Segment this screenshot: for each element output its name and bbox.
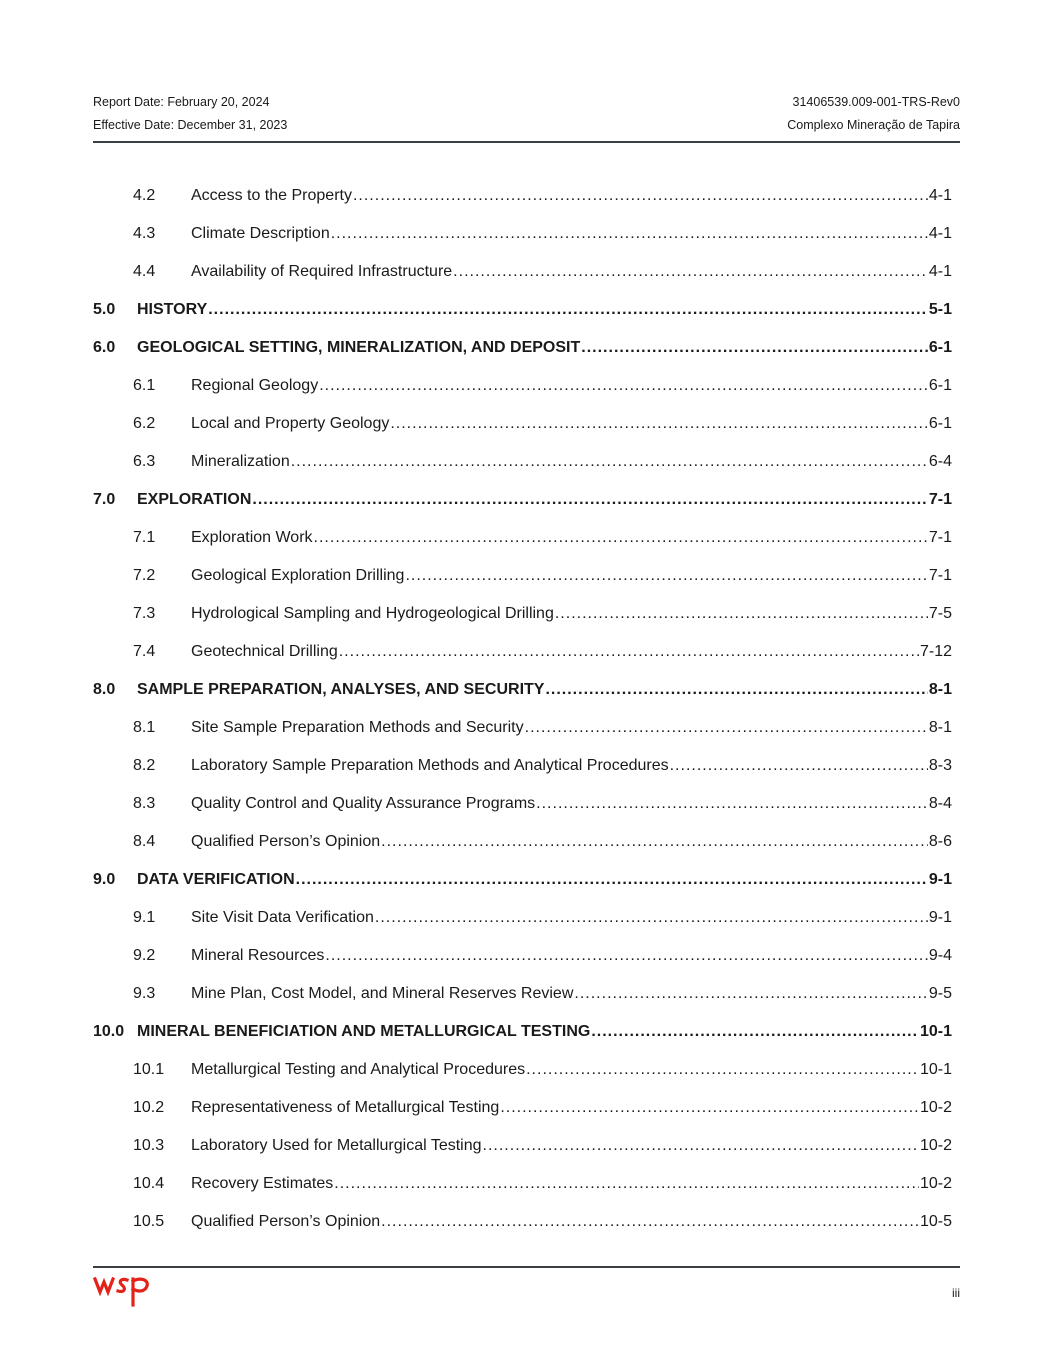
toc-subsection-entry[interactable] (93, 785, 960, 823)
table-of-contents (93, 177, 960, 1241)
toc-subsection-entry[interactable] (93, 1127, 960, 1165)
toc-dot-leader (339, 633, 919, 671)
toc-entry-page: 6-1 (928, 377, 952, 394)
document-number: 31406539.009-001-TRS-Rev0 (792, 95, 960, 109)
toc-dot-leader (331, 215, 928, 253)
toc-entry-page: 5-1 (928, 301, 952, 318)
toc-entry-title: Recovery Estimates (191, 1175, 334, 1192)
toc-entry-page: 10-5 (919, 1213, 952, 1230)
toc-entry-page: 10-2 (919, 1175, 952, 1192)
toc-entry-number: 5.0 (93, 301, 116, 318)
toc-dot-leader (325, 937, 927, 975)
toc-entry-number: 10.5 (133, 1213, 165, 1230)
toc-section-entry[interactable] (93, 481, 960, 519)
report-date: Report Date: February 20, 2024 (93, 95, 270, 109)
toc-entry-title: Local and Property Geology (191, 415, 390, 432)
toc-entry-title: HISTORY (137, 301, 208, 318)
toc-dot-leader (334, 1165, 919, 1203)
toc-dot-leader (381, 1203, 919, 1241)
toc-entry-number: 8.2 (133, 757, 156, 774)
toc-entry-number: 7.3 (133, 605, 156, 622)
toc-entry-number: 10.0 (93, 1023, 125, 1040)
toc-dot-leader (591, 1013, 919, 1051)
toc-entry-page: 6-4 (928, 453, 952, 470)
toc-dot-leader (319, 367, 928, 405)
toc-entry-number: 6.1 (133, 377, 156, 394)
toc-entry-number: 8.0 (93, 681, 116, 698)
toc-entry-page: 10-1 (919, 1061, 952, 1078)
toc-subsection-entry[interactable] (93, 253, 960, 291)
toc-entry-number: 7.0 (93, 491, 116, 508)
toc-entry-title: Laboratory Sample Preparation Methods and Analytical Procedures (191, 757, 669, 774)
toc-entry-number: 6.0 (93, 339, 116, 356)
toc-entry-page: 7-1 (928, 567, 952, 584)
toc-dot-leader (525, 709, 928, 747)
toc-subsection-entry[interactable] (93, 709, 960, 747)
toc-entry-page: 10-2 (919, 1137, 952, 1154)
toc-entry-number: 8.4 (133, 833, 156, 850)
toc-dot-leader (208, 291, 928, 329)
toc-entry-page: 9-1 (928, 909, 952, 926)
toc-entry-title: Site Visit Data Verification (191, 909, 374, 926)
toc-entry-page: 8-4 (928, 795, 952, 812)
toc-dot-leader (545, 671, 927, 709)
toc-subsection-entry[interactable] (93, 595, 960, 633)
toc-entry-number: 9.2 (133, 947, 156, 964)
project-name: Complexo Mineração de Tapira (787, 118, 960, 132)
toc-subsection-entry[interactable] (93, 1089, 960, 1127)
toc-entry-page: 8-1 (928, 681, 952, 698)
toc-subsection-entry[interactable] (93, 975, 960, 1013)
toc-entry-title: Mine Plan, Cost Model, and Mineral Reserves Review (191, 985, 574, 1002)
toc-entry-page: 8-6 (928, 833, 952, 850)
toc-entry-number: 8.1 (133, 719, 156, 736)
toc-entry-title: GEOLOGICAL SETTING, MINERALIZATION, AND DEPOSIT (137, 339, 581, 356)
toc-dot-leader (555, 595, 928, 633)
toc-dot-leader (483, 1127, 919, 1165)
toc-entry-title: Mineral Resources (191, 947, 325, 964)
toc-entry-page: 9-4 (928, 947, 952, 964)
toc-entry-number: 10.3 (133, 1137, 165, 1154)
toc-entry-title: Regional Geology (191, 377, 319, 394)
toc-entry-title: Quality Control and Quality Assurance Programs (191, 795, 536, 812)
toc-entry-number: 7.2 (133, 567, 156, 584)
toc-subsection-entry[interactable] (93, 519, 960, 557)
toc-entry-number: 4.4 (133, 263, 156, 280)
toc-section-entry[interactable] (93, 671, 960, 709)
toc-entry-title: Exploration Work (191, 529, 313, 546)
page-header (93, 93, 960, 143)
toc-subsection-entry[interactable] (93, 937, 960, 975)
toc-entry-title: EXPLORATION (137, 491, 252, 508)
toc-section-entry[interactable] (93, 329, 960, 367)
toc-subsection-entry[interactable] (93, 443, 960, 481)
toc-entry-title: Representativeness of Metallurgical Testing (191, 1099, 500, 1116)
toc-entry-page: 7-5 (928, 605, 952, 622)
toc-dot-leader (581, 329, 928, 367)
toc-entry-title: Hydrological Sampling and Hydrogeological Drilling (191, 605, 554, 622)
toc-entry-title: Qualified Person’s Opinion (191, 833, 381, 850)
toc-entry-number: 9.3 (133, 985, 156, 1002)
toc-dot-leader (526, 1051, 919, 1089)
toc-subsection-entry[interactable] (93, 557, 960, 595)
toc-entry-page: 10-1 (919, 1023, 952, 1040)
toc-subsection-entry[interactable] (93, 177, 960, 215)
toc-entry-title: Geotechnical Drilling (191, 643, 338, 660)
toc-section-entry[interactable] (93, 1013, 960, 1051)
toc-entry-title: Geological Exploration Drilling (191, 567, 405, 584)
toc-entry-page: 7-1 (928, 529, 952, 546)
toc-entry-number: 10.4 (133, 1175, 165, 1192)
toc-entry-number: 7.1 (133, 529, 156, 546)
toc-entry-number: 7.4 (133, 643, 156, 660)
toc-subsection-entry[interactable] (93, 1165, 960, 1203)
toc-subsection-entry[interactable] (93, 405, 960, 443)
toc-section-entry[interactable] (93, 291, 960, 329)
toc-entry-page: 4-1 (928, 225, 952, 242)
toc-section-entry[interactable] (93, 861, 960, 899)
toc-entry-title: Qualified Person’s Opinion (191, 1213, 381, 1230)
toc-entry-number: 8.3 (133, 795, 156, 812)
effective-date: Effective Date: December 31, 2023 (93, 118, 288, 132)
toc-entry-number: 4.2 (133, 187, 156, 204)
toc-dot-leader (536, 785, 928, 823)
toc-entry-page: 10-2 (919, 1099, 952, 1116)
toc-entry-page: 4-1 (928, 263, 952, 280)
toc-entry-page: 7-1 (928, 491, 952, 508)
toc-entry-number: 4.3 (133, 225, 156, 242)
toc-entry-title: Access to the Property (191, 187, 352, 204)
toc-subsection-entry[interactable] (93, 1051, 960, 1089)
toc-entry-page: 9-5 (928, 985, 952, 1002)
toc-entry-title: SAMPLE PREPARATION, ANALYSES, AND SECURITY (137, 681, 545, 698)
toc-subsection-entry[interactable] (93, 215, 960, 253)
toc-dot-leader (353, 177, 928, 215)
toc-dot-leader (405, 557, 927, 595)
toc-entry-page: 6-1 (928, 415, 952, 432)
toc-entry-page: 7-12 (919, 643, 952, 660)
toc-entry-number: 6.2 (133, 415, 156, 432)
toc-entry-title: DATA VERIFICATION (137, 871, 295, 888)
toc-subsection-entry[interactable] (93, 1203, 960, 1241)
toc-entry-title: Site Sample Preparation Methods and Security (191, 719, 524, 736)
toc-dot-leader (390, 405, 928, 443)
wsp-logo (93, 1274, 157, 1315)
toc-subsection-entry[interactable] (93, 747, 960, 785)
toc-entry-number: 6.3 (133, 453, 156, 470)
toc-entry-page: 4-1 (928, 187, 952, 204)
toc-subsection-entry[interactable] (93, 823, 960, 861)
toc-entry-title: Climate Description (191, 225, 330, 242)
toc-subsection-entry[interactable] (93, 367, 960, 405)
toc-dot-leader (453, 253, 928, 291)
toc-entry-page: 8-3 (928, 757, 952, 774)
toc-dot-leader (500, 1089, 919, 1127)
toc-entry-number: 9.0 (93, 871, 116, 888)
toc-entry-page: 8-1 (928, 719, 952, 736)
toc-dot-leader (252, 481, 928, 519)
toc-dot-leader (296, 861, 928, 899)
toc-entry-number: 10.1 (133, 1061, 165, 1078)
toc-entry-title: Metallurgical Testing and Analytical Procedures (191, 1061, 526, 1078)
toc-subsection-entry[interactable] (93, 633, 960, 671)
toc-entry-title: Availability of Required Infrastructure (191, 263, 453, 280)
toc-entry-title: Mineralization (191, 453, 290, 470)
toc-entry-number: 10.2 (133, 1099, 165, 1116)
toc-dot-leader (375, 899, 928, 937)
toc-entry-title: MINERAL BENEFICIATION AND METALLURGICAL TESTING (137, 1023, 591, 1040)
toc-dot-leader (670, 747, 928, 785)
toc-subsection-entry[interactable] (93, 899, 960, 937)
toc-entry-page: 6-1 (928, 339, 952, 356)
toc-dot-leader (291, 443, 928, 481)
toc-entry-number: 9.1 (133, 909, 156, 926)
toc-dot-leader (574, 975, 927, 1013)
toc-dot-leader (381, 823, 928, 861)
toc-entry-page: 9-1 (928, 871, 952, 888)
toc-entry-title: Laboratory Used for Metallurgical Testing (191, 1137, 482, 1154)
toc-dot-leader (314, 519, 928, 557)
page-number: iii (952, 1286, 960, 1300)
footer-rule (93, 1266, 960, 1268)
wsp-logo-icon (93, 1274, 157, 1310)
